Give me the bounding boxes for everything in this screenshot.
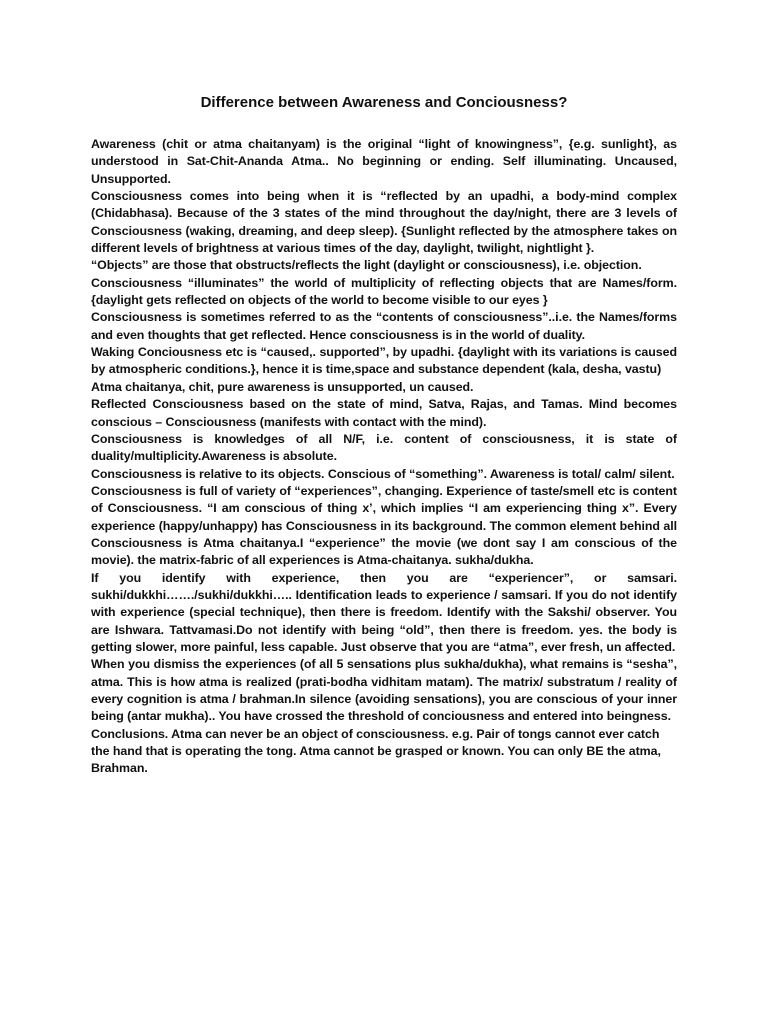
paragraph-objects: “Objects” are those that obstructs/reflects the light (daylight or consciousness), i.e. objection. — [91, 258, 642, 273]
paragraph-identify: If you identify with experience, then you are “experiencer”, or samsari. sukhi/dukkhi……./sukhi/dukkhi….. Identification leads to experience / samsari. If you do not identify with experience (special technique), then there is freedom. Identify with the Sakshi/ observer. You are Ishwara. Tattvamasi.Do not identify with being “old”, then there is freedom. yes. the body is getting slower, more painful, less capable. Just observe that you are “atma”, ever fresh, un affected. — [91, 570, 677, 654]
paragraph-contents-of-consciousness: Consciousness is sometimes referred to as the “contents of consciousness”..i.e. the Names/forms and even thoughts that get reflected. Hence consciousness is in the world of duality. — [91, 310, 677, 342]
paragraph-waking-consciousness: Waking Conciousness etc is “caused,. supported”, by upadhi. {daylight with its variations is caused by atmospheric conditions.}, hence it is time,space and substance dependent (kala, desha, vastu) — [91, 345, 677, 377]
paragraph-atma-chaitanya: Atma chaitanya, chit, pure awareness is unsupported, un caused. — [91, 379, 474, 394]
paragraph-conclusions: Conclusions. Atma can never be an object of consciousness. e.g. Pair of tongs cannot ever catch the hand that is operating the tong. Atma cannot be grasped or known. You can only BE the atma, Brahman. — [91, 726, 661, 776]
paragraph-knowledges: Consciousness is knowledges of all N/F, i.e. content of consciousness, it is state of duality/multiplicity.Awareness is absolute. — [91, 431, 677, 464]
document-body — [91, 136, 677, 778]
paragraph-dismiss-experiences: When you dismiss the experiences (of all 5 sensations plus sukha/dukha), what remains is “sesha”, atma. This is how atma is realized (prati-bodha vidhitam matam). The matrix/ substratum / reality of every cognition is atma / brahman.In silence (avoiding sensations), you are conscious of your inner being (antar mukha).. You have crossed the threshold of conciousness and entered into beingness. — [91, 657, 677, 724]
paragraph-relative: Consciousness is relative to its objects. Conscious of “something”. Awareness is total/ calm/ silent. — [91, 466, 675, 481]
page-title: Difference between Awareness and Conciousness? — [200, 94, 568, 111]
paragraph-reflected-consciousness: Reflected Consciousness based on the state of mind, Satva, Rajas, and Tamas. Mind becomes conscious – Consciousness (manifests with contact with the mind). — [91, 397, 677, 429]
paragraph-illuminates: Consciousness “illuminates” the world of multiplicity of reflecting objects that are Names/form. {daylight gets reflected on objects of the world to become visible to our eyes } — [91, 275, 677, 308]
paragraph-consciousness-reflection: Consciousness comes into being when it is “reflected by an upadhi, a body-mind complex (Chidabhasa). Because of the 3 states of the mind throughout the day/night, there are 3 levels of Consciousness (waking, dreaming, and deep sleep). {Sunlight reflected by the atmosphere takes on different levels of brightness at various times of the day, daylight, twilight, nightlight }. — [91, 189, 677, 256]
paragraph-awareness-definition: Awareness (chit or atma chaitanyam) is the original “light of knowingness”, {e.g. sunlight}, as understood in Sat-Chit-Ananda Atma.. No beginning or ending. Self illuminating. Uncaused, Unsupported. — [91, 137, 677, 186]
paragraph-experiences: Consciousness is full of variety of “experiences”, changing. Experience of taste/smell etc is content of Consciousness. “I am conscious of thing x’, which implies “I am experiencing thing x”. Every experience (happy/unhappy) has Consciousness in its background. The common element behind all Consciousness is Atma chaitanya.I “experience” the movie (we dont say I am conscious of the movie). the matrix-fabric of all experiences is Atma-chaitanya. sukha/dukha. — [91, 483, 677, 568]
